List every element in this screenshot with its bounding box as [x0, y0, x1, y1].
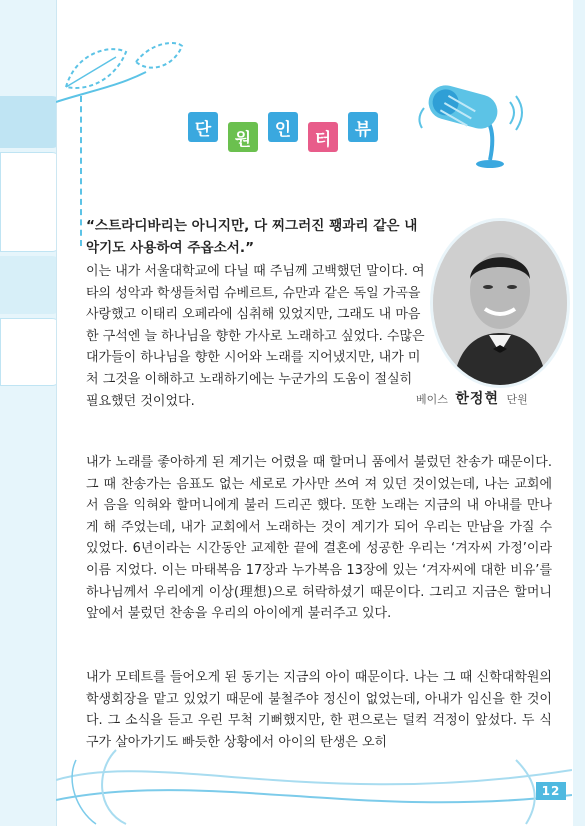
title-char: 인 — [268, 112, 298, 142]
photo-caption — [416, 388, 528, 408]
dashed-vine — [80, 96, 83, 246]
body-paragraph — [86, 452, 552, 625]
opening-quote: “스트라디바리는 아니지만, 다 찌그러진 꽹과리 같은 내 악기도 사용하여 주옵소서.” — [86, 218, 418, 256]
paragraph-text: 내가 노래를 좋아하게 된 계기는 어렸을 때 할머니 품에서 불렀던 찬송가 때문이다. 그 때 찬송가는 음표도 없는 세로로 가사만 쓰여 져 있던 것이었는데, 나는 교회에서 음을 익혀와 할머니에게 불러 드리곤 했다. 또한 노래는 지금의 내 아내를 만나게 해 주었는데, 내가 교회에서 노래하는 것이 계기가 되어 우리는 만남을 가질 수 있었다. 6년이라는 시간동안 교제한 끝에 결혼에 성공한 우리는 ‘겨자씨 가정’이라 이름 지었다. 이는 마태복음 17장과 누가복음 13장에 있는 ‘겨자씨에 대한 비유’를 하나님께서 우리에게 이상(理想)으로 허락하셨기 때문이다. 그리고 지금은 할머니 앞에서 불렀던 찬송을 우리의 아이에게 불러주고 있다. — [86, 455, 552, 622]
title-char: 뷰 — [348, 112, 378, 142]
title-char: 단 — [188, 112, 218, 142]
side-tab[interactable] — [0, 318, 62, 386]
side-tab[interactable] — [0, 256, 62, 314]
caption-name: 한정현 — [455, 391, 499, 407]
microphone-icon — [418, 82, 528, 172]
page-number: 12 — [536, 782, 566, 800]
title-char: 원 — [228, 122, 258, 152]
side-tab[interactable] — [0, 152, 62, 252]
body-paragraph — [86, 261, 426, 412]
paragraph-text: 이는 내가 서울대학교에 다닐 때 주님께 고백했던 말이다. 여타의 성악과 학생들처럼 슈베르트, 슈만과 같은 독일 가곡을 사랑했고 이태리 오페라에 심취해 있었지만, 그래도 내 마음 한 구석엔 늘 하나님을 향한 가사로 노래하고 싶었다. 수많은 대가들이 하나님을 향한 시어와 노래를 지어냈지만, 내가 미처 그것을 이해하고 노래하기에는 누군가의 도움이 절실히 필요했던 것이었다. — [86, 264, 425, 409]
side-tab[interactable] — [0, 96, 62, 148]
person-portrait-icon — [433, 221, 567, 385]
member-photo — [430, 218, 570, 388]
leaf-decoration-icon — [56, 32, 186, 112]
wave-decoration-icon — [56, 740, 572, 826]
caption-part: 베이스 — [416, 393, 448, 406]
caption-role: 단원 — [506, 393, 528, 406]
paragraph-text: 내가 모테트를 들어오게 된 동기는 지금의 아이 때문이다. 나는 그 때 신학대학원의 학생회장을 맡고 있었기 때문에 불철주야 정신이 없었는데, 아내가 임신을 한 것이다. 그 소식을 듣고 우린 무척 기뻐했지만, 한 편으로는 덜컥 걱정이 앞섰다. 두 식구가 살아가기도 빠듯한 상황에서 아이의 탄생은 오히 — [86, 670, 552, 750]
title-char: 터 — [308, 122, 338, 152]
